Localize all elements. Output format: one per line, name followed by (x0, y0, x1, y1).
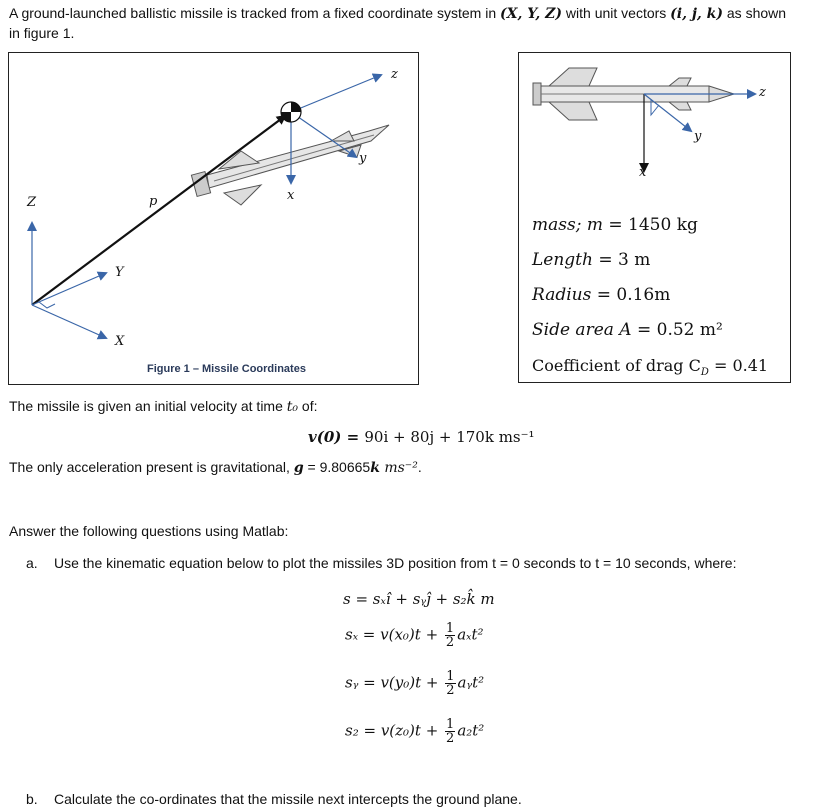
label-p: p (149, 194, 158, 209)
body-axis-z (291, 75, 381, 112)
sy-equation: sᵧ = v(y₀)t + $\frac{1}{2}$ aᵧt² (345, 669, 485, 698)
label-y: y (359, 151, 367, 166)
intro-line2: in figure 1. (9, 25, 75, 41)
intro-text-before: A ground-launched ballistic missile is tracked from a fixed coordinate system in (9, 5, 500, 21)
label-Y: Y (115, 265, 124, 280)
position-equation: s = sₓî + sᵧĵ + s₂k̂ m (343, 590, 495, 608)
side-label-y: y (694, 129, 702, 144)
missile-properties (532, 208, 768, 390)
sx-equation: sₓ = v(x₀)t + $\frac{1}{2}$ aₓt² (345, 621, 484, 650)
intro-units: (i, j, k) (670, 6, 723, 22)
prop-radius: Radius = 0.16m (532, 285, 671, 305)
center-of-mass-icon (281, 102, 301, 122)
figure-2-diagram (519, 53, 790, 203)
label-X: X (115, 334, 125, 349)
side-label-x: x (639, 165, 647, 180)
questions-header: Answer the following questions using Matlab: (9, 523, 289, 539)
figure-2 (518, 52, 791, 383)
prop-mass: mass; m = 1450 kg (532, 215, 698, 235)
velocity-equation: v(0) = 90i + 80j + 170k ms⁻¹ (308, 428, 535, 446)
question-a-text: Use the kinematic equation below to plot the missiles 3D position from t = 0 seconds to t = 10 seconds, where: (54, 555, 737, 571)
label-Z: Z (27, 195, 37, 210)
velocity-intro: The missile is given an initial velocity at time t₀ of: (9, 398, 318, 415)
question-a-label: a. (26, 555, 38, 571)
question-b-text: Calculate the co-ordinates that the missile next intercepts the ground plane. (54, 791, 522, 807)
position-vector-p (32, 116, 285, 305)
prop-drag-coefficient: Coefficient of drag $C_D = 0.41$ (532, 356, 769, 379)
intro-coords: (X, Y, Z) (500, 6, 563, 22)
gravity-line: The only acceleration present is gravitational, g = 9.80665k ms⁻². (9, 459, 422, 476)
t0-symbol: t₀ (286, 399, 299, 415)
figure-1-diagram (9, 53, 418, 384)
figure-1 (8, 52, 419, 385)
intro-text-after: as shown (723, 5, 787, 21)
prop-side-area: Side area A = 0.52 m² (532, 320, 723, 340)
intro-text-mid: with unit vectors (562, 5, 671, 21)
fixed-axis-X (32, 305, 106, 338)
prop-length: Length = 3 m (532, 250, 651, 270)
question-b-label: b. (26, 791, 38, 807)
label-z: z (391, 67, 398, 82)
sz-equation: s₂ = v(z₀)t + $\frac{1}{2}$ a₂t² (345, 717, 485, 746)
side-label-z: z (759, 85, 766, 100)
label-x: x (287, 188, 295, 203)
figure-1-caption: Figure 1 – Missile Coordinates (147, 363, 306, 375)
intro-paragraph (9, 4, 821, 43)
